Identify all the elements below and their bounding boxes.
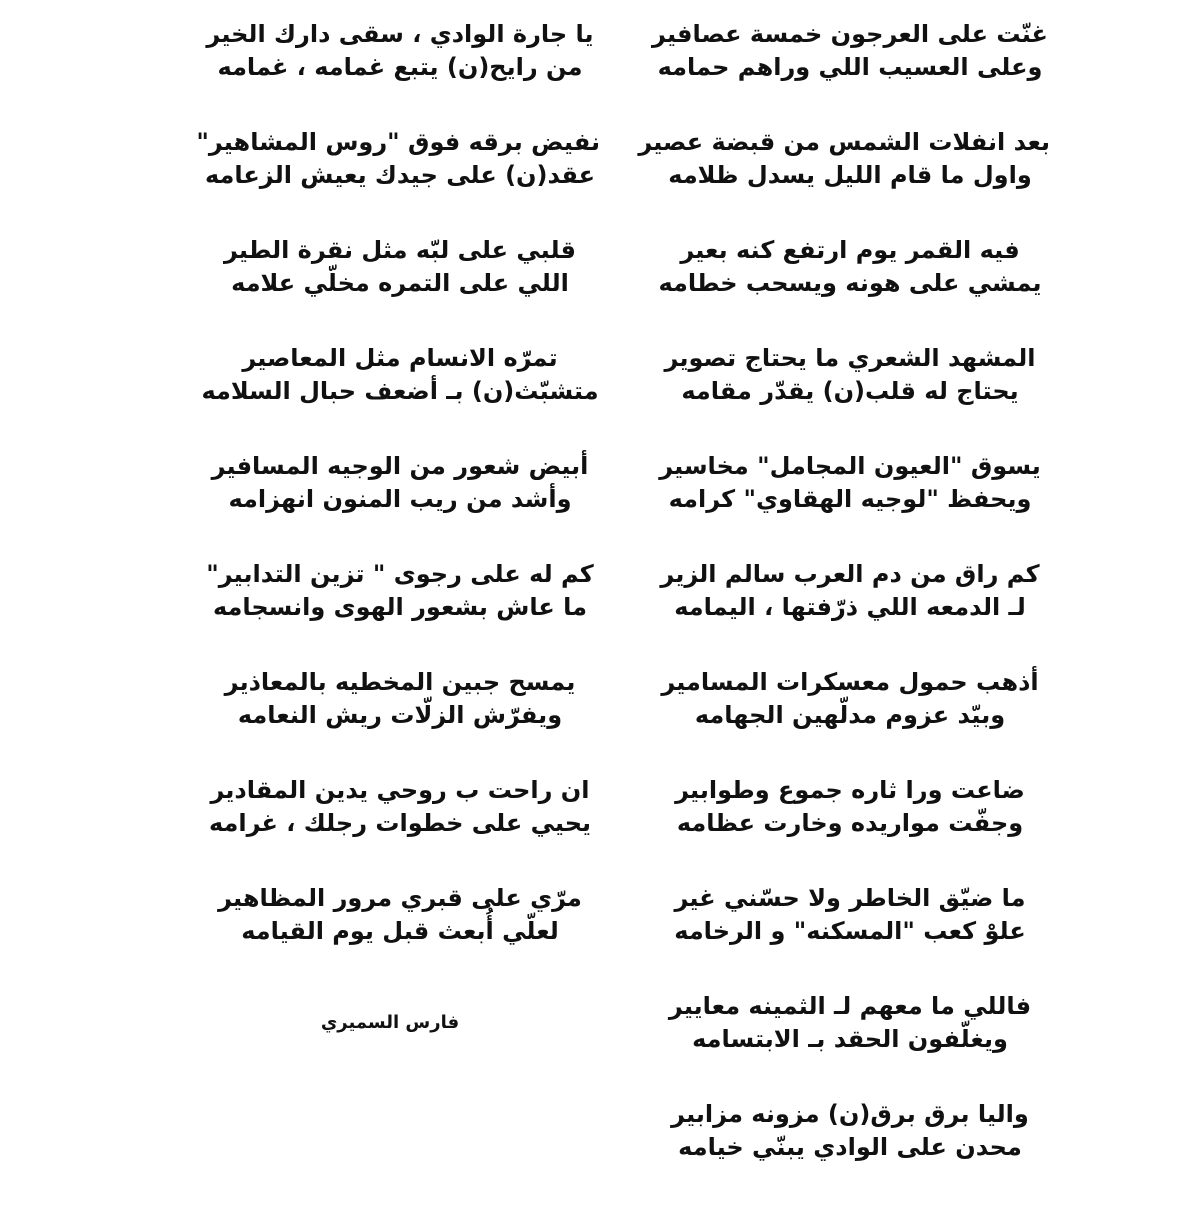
stanza	[200, 558, 600, 666]
verse-line: كم راق من دم العرب سالم الزير	[660, 560, 1040, 588]
verse-line: ان راحت ب روحي يدين المقادير	[210, 776, 590, 804]
verse-line: يحتاج له قلب(ن) يقدّر مقامه	[681, 377, 1019, 405]
verse-line: مرّي على قبري مرور المظاهير	[218, 884, 582, 912]
verse-line: فاللي ما معهم لـ الثمينه معايير	[668, 992, 1032, 1020]
verse-line: ما عاش بشعور الهوى وانسجامه	[212, 593, 588, 621]
stanza	[650, 774, 1050, 882]
poem-column-right	[638, 18, 1050, 1206]
verse-line: نفيض برقه فوق "روس المشاهير"	[196, 128, 600, 156]
stanza	[650, 882, 1050, 990]
verse-line: بعد انفلات الشمس من قبضة عصير	[638, 128, 1050, 156]
verse-line: وأشد من ريب المنون انهزامه	[228, 485, 572, 513]
stanza	[650, 558, 1050, 666]
stanza	[650, 666, 1050, 774]
verse-line: واليا برق برق(ن) مزونه مزابير	[671, 1100, 1029, 1128]
poet-name: فارس السميري	[320, 1012, 460, 1033]
stanza	[650, 18, 1050, 126]
verse-line: تمرّه الانسام مثل المعاصير	[242, 344, 558, 372]
stanza	[200, 18, 600, 126]
stanza	[638, 126, 1050, 234]
verse-line: علوْ كعب "المسكنه" و الرخامه	[674, 917, 1026, 945]
verse-line: لـ الدمعه اللي ذرّفتها ، اليمامه	[674, 593, 1026, 621]
stanza	[200, 234, 600, 342]
verse-line: أذهب حمول معسكرات المسامير	[661, 668, 1039, 696]
verse-line: لعلّي أُبعث قبل يوم القيامه	[241, 917, 559, 945]
poem-column-left	[196, 18, 600, 990]
verse-line: ويغلّفون الحقد بـ الابتسامه	[692, 1025, 1008, 1053]
verse-line: ويحفظ "لوجيه الهقاوي" كرامه	[668, 485, 1032, 513]
stanza	[200, 450, 600, 558]
verse-line: أبيض شعور من الوجيه المسافير	[211, 452, 589, 480]
verse-line: وعلى العسيب اللي وراهم حمامه	[657, 53, 1043, 81]
stanza	[200, 774, 600, 882]
verse-line: فيه القمر يوم ارتفع كنه بعير	[680, 236, 1020, 264]
verse-line: متشبّث(ن) بـ أضعف حبال السلامه	[201, 377, 599, 405]
verse-line: يمسح جبين المخطيه بالمعاذير	[224, 668, 576, 696]
verse-line: واول ما قام الليل يسدل ظلامه	[668, 161, 1032, 189]
verse-line: وجفّت مواريده وخارت عظامه	[676, 809, 1024, 837]
verse-line: وبيّد عزوم مدلّهين الجهامه	[694, 701, 1006, 729]
verse-line: يمشي على هونه ويسحب خطامه	[658, 269, 1042, 297]
verse-line: ويفرّش الزلّات ريش النعامه	[237, 701, 563, 729]
stanza	[650, 450, 1050, 558]
stanza	[650, 234, 1050, 342]
verse-line: ما ضيّق الخاطر ولا حسّني غير	[674, 884, 1026, 912]
verse-line: عقد(ن) على جيدك يعيش الزعامه	[204, 161, 596, 189]
stanza	[650, 990, 1050, 1098]
verse-line: اللي على التمره مخلّي علامه	[231, 269, 569, 297]
stanza	[200, 882, 600, 990]
stanza	[200, 666, 600, 774]
verse-line: قلبي على لبّه مثل نقرة الطير	[223, 236, 576, 264]
verse-line: محدن على الوادي يبنّي خيامه	[678, 1133, 1022, 1161]
verse-line: المشهد الشعري ما يحتاج تصوير	[664, 344, 1036, 372]
stanza	[650, 342, 1050, 450]
verse-line: من رايح(ن) يتبع غمامه ، غمامه	[217, 53, 583, 81]
stanza	[200, 342, 600, 450]
verse-line: يا جارة الوادي ، سقى دارك الخير	[206, 20, 594, 48]
verse-line: ضاعت ورا ثاره جموع وطوابير	[675, 776, 1025, 804]
verse-line: يحيي على خطوات رجلك ، غرامه	[208, 809, 592, 837]
stanza	[196, 126, 600, 234]
verse-line: غنّت على العرجون خمسة عصافير	[652, 20, 1048, 48]
verse-line: يسوق "العيون المجامل" مخاسير	[659, 452, 1041, 480]
verse-line: كم له على رجوى " تزين التدابير"	[206, 560, 594, 588]
stanza	[650, 1098, 1050, 1206]
